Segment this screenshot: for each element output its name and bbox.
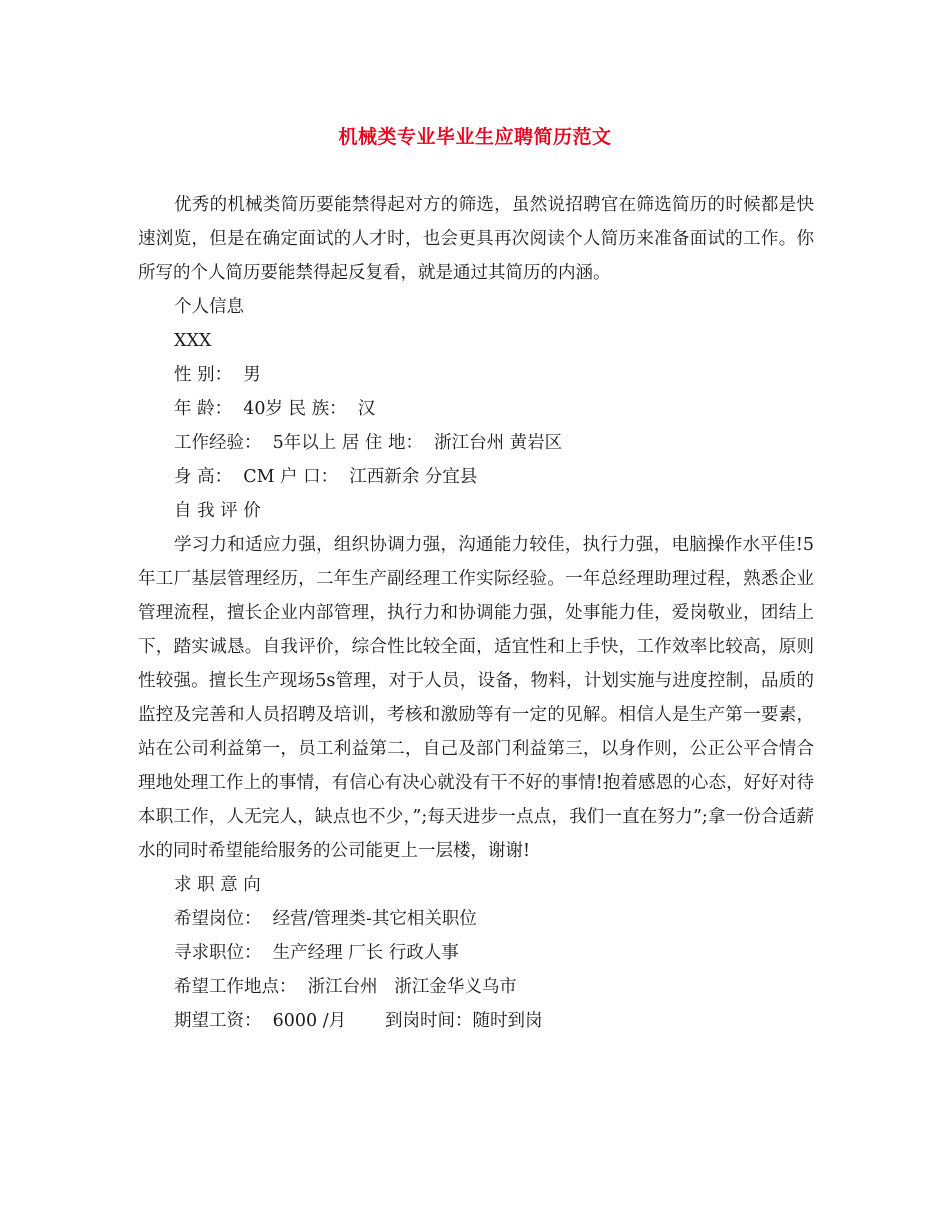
personal-height-hukou: 身 高： CM 户 口： 江西新余 分宜县 (174, 467, 478, 487)
intro-paragraph: 优秀的机械类简历要能禁得起对方的筛选，虽然说招聘官在筛选简历的时候都是快速浏览，但是在确定面试的人才时，也会更具再次阅读个人简历来准备面试的工作。你所写的个人简历要能禁得起反复看，就是通过其简历的内涵。 (138, 195, 814, 283)
desired-position: 希望岗位： 经营/管理类-其它相关职位 (174, 909, 477, 929)
document-body (138, 188, 814, 1038)
document-title: 机械类专业毕业生应聘简历范文 (338, 126, 612, 148)
self-evaluation-paragraph: 学习力和适应力强，组织协调力强，沟通能力较佳，执行力强，电脑操作水平佳!5年工厂基层管理经历，二年生产副经理工作实际经验。一年总经理助理过程，熟悉企业管理流程，擅长企业内部管理，执行力和协调能力强，处事能力佳，爱岗敬业，团结上下，踏实诚恳。自我评价，综合性比较全面，适宜性和上手快，工作效率比较高，原则性较强。擅长生产现场5s管理，对于人员，设备，物料，计划实施与进度控制，品质的监控及完善和人员招聘及培训，考核和激励等有一定的见解。相信人是生产第一要素，站在公司利益第一，员工利益第二，自己及部门利益第三，以身作则，公正公平合情合理地处理工作上的事情，有信心有决心就没有干不好的事情!抱着感恩的心态，好好对待本职工作，人无完人，缺点也不少，”;每天进步一点点，我们一直在努力”;拿一份合适薪水的同时希望能给服务的公司能更上一层楼，谢谢! (138, 535, 814, 861)
desired-location: 希望工作地点： 浙江台州 浙江金华义乌市 (174, 977, 517, 997)
salary-availability: 期望工资： 6000 /月 到岗时间：随时到岗 (174, 1011, 543, 1031)
personal-info-heading: 个人信息 (174, 297, 244, 317)
personal-experience-residence: 工作经验： 5年以上 居 住 地： 浙江台州 黄岩区 (174, 433, 563, 453)
job-intention-heading: 求 职 意 向 (174, 875, 261, 895)
seeking-position: 寻求职位： 生产经理 厂长 行政人事 (174, 943, 459, 963)
personal-age-ethnicity: 年 龄： 40岁 民 族： 汉 (174, 399, 376, 419)
personal-name: XXX (174, 331, 212, 351)
personal-gender: 性 别： 男 (174, 365, 261, 385)
self-evaluation-heading: 自 我 评 价 (174, 501, 261, 521)
